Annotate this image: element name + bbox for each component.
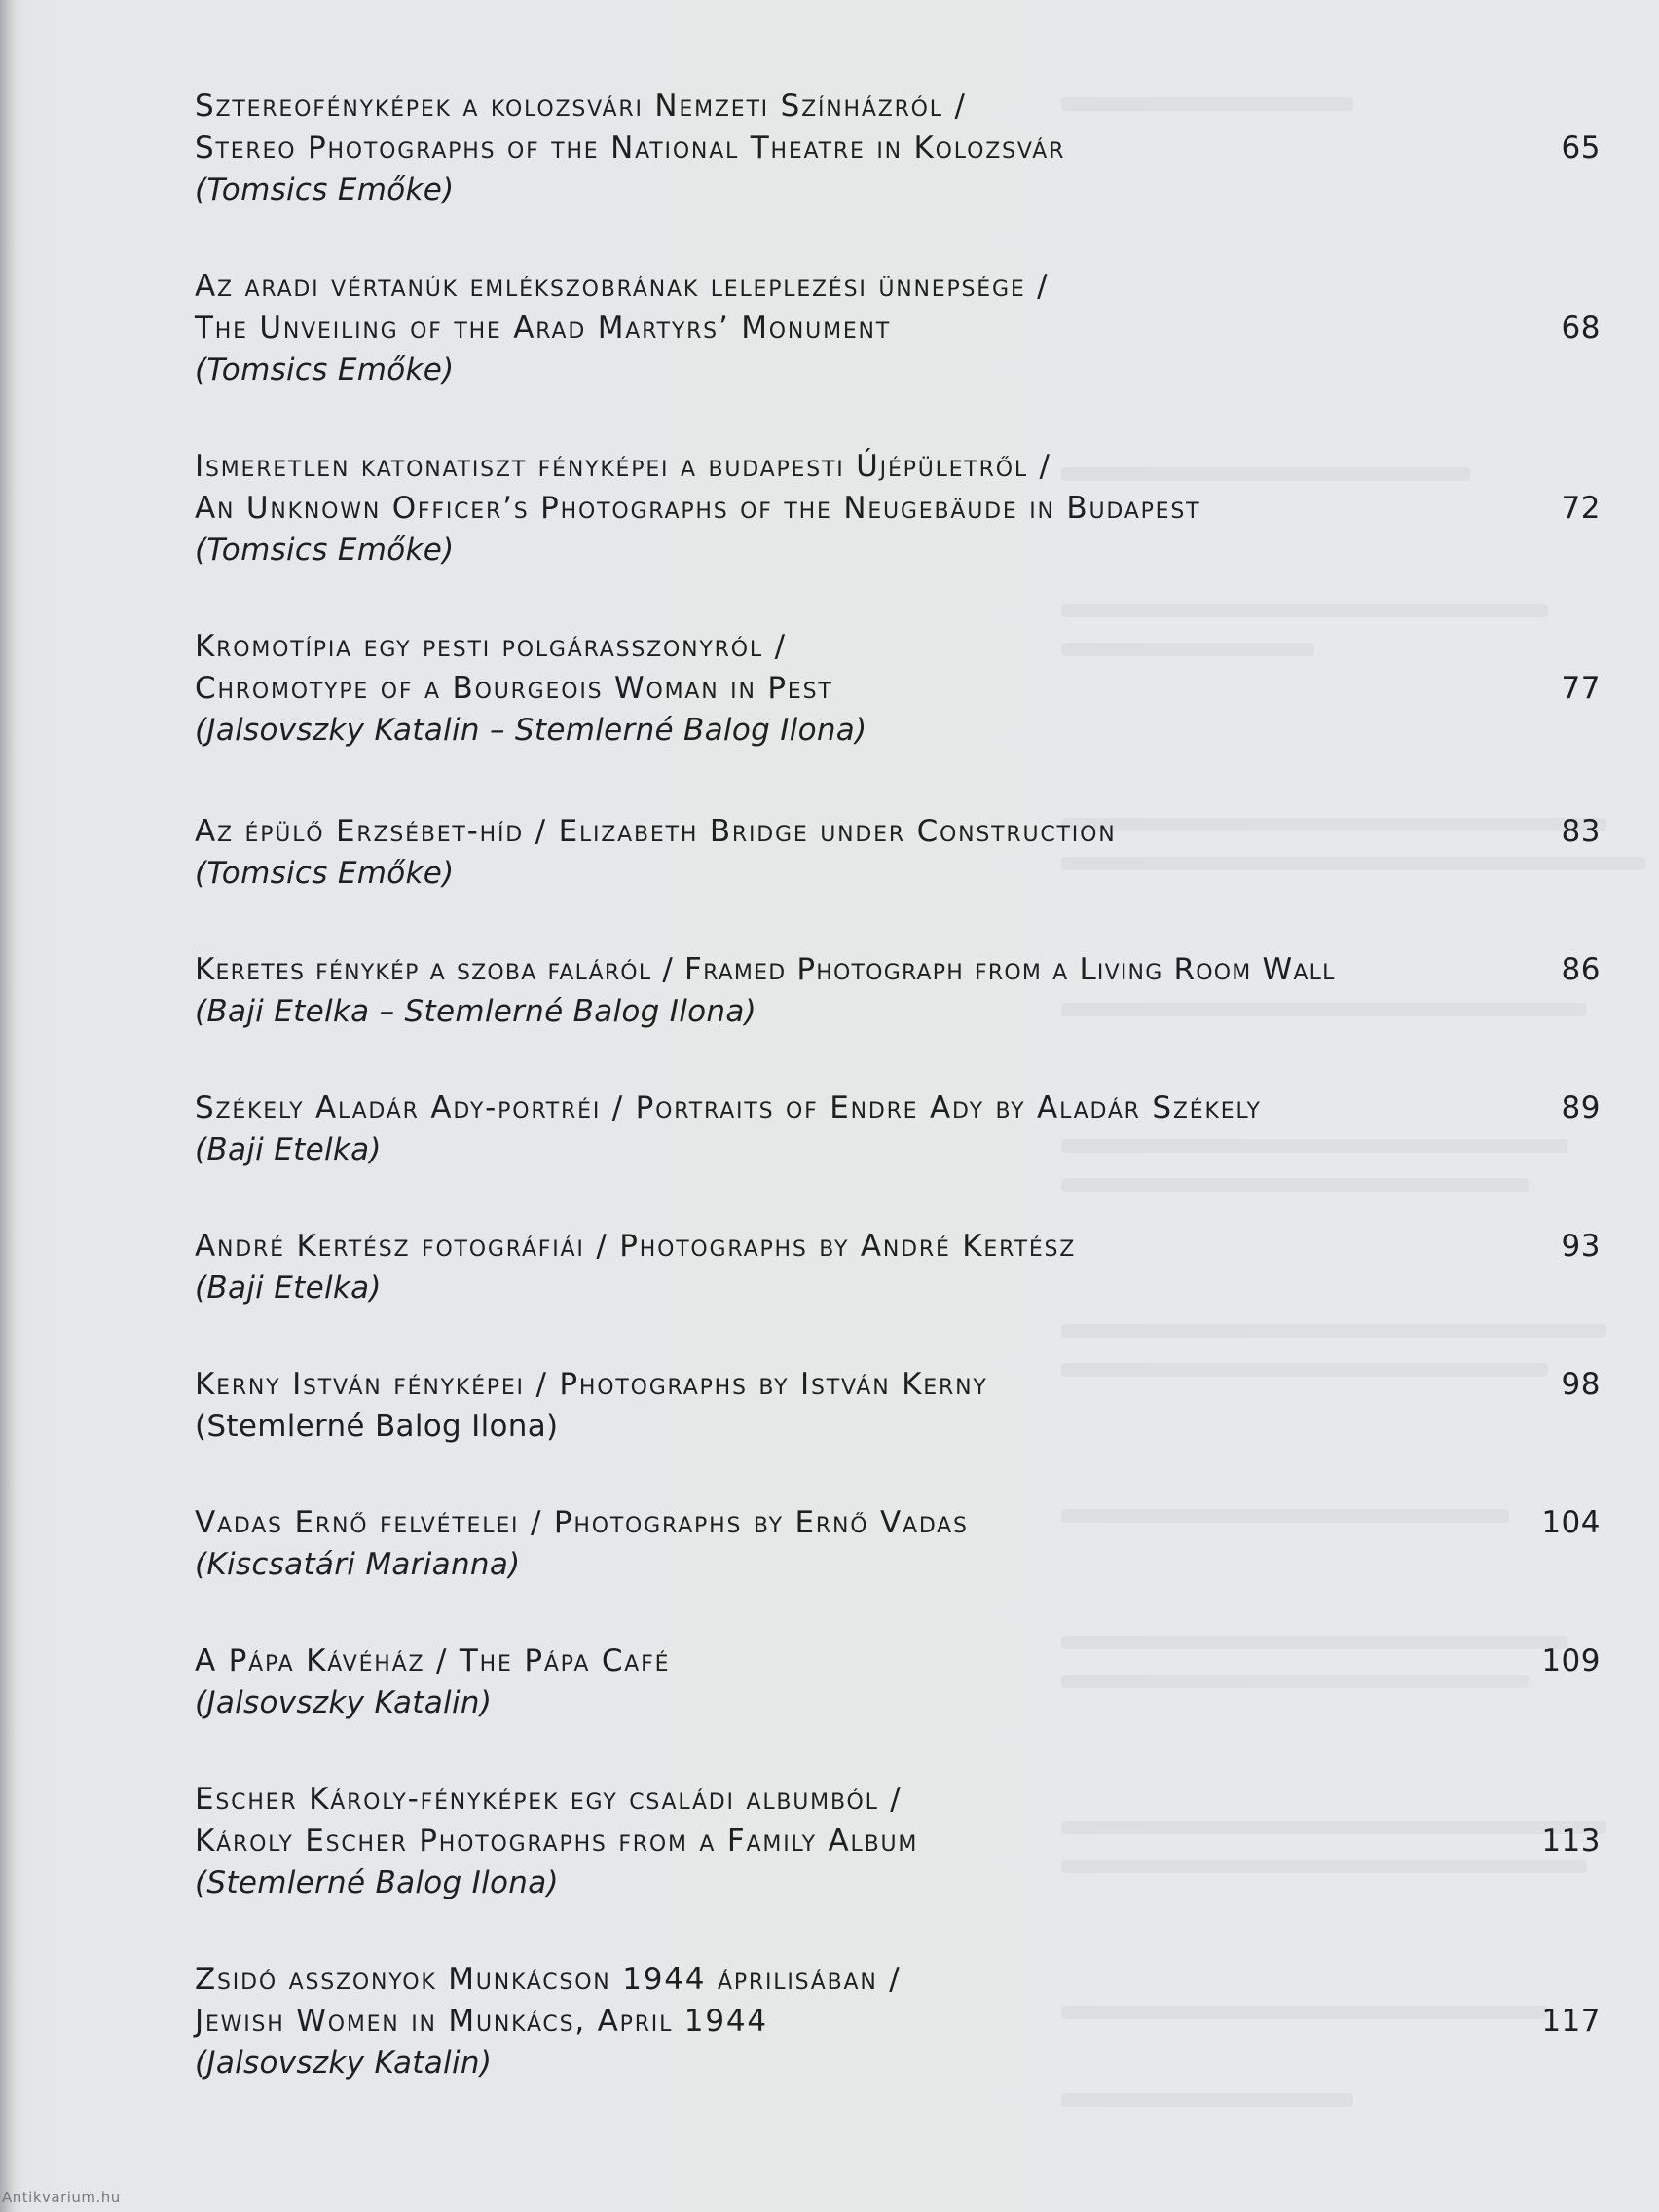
entry-title: Keretes fénykép a szoba faláról / Framed Photograph from a Living Room Wall [195,952,1336,987]
toc-entry [195,266,1604,446]
entry-title-hungarian: Sztereofényképek a kolozsvári Nemzeti Színházról / [195,89,967,124]
entry-page-number: 117 [1541,2004,1601,2039]
entry-title: Az épülő Erzsébet-híd / Elizabeth Bridge under Construction [195,814,1117,849]
toc-entry [195,1226,1604,1364]
toc-entry [195,1959,1604,2139]
entry-title-english: Chromotype of a Bourgeois Woman in Pest [195,671,833,706]
entry-title: André Kertész fotográfiái / Photographs by André Kertész [195,1229,1077,1264]
entry-page-number: 68 [1561,311,1601,346]
entry-author: (Tomsics Emőke) [195,533,455,568]
entry-title-hungarian: Kromotípia egy pesti polgárasszonyról / [195,629,787,664]
entry-title-hungarian: Escher Károly-fényképek egy családi albumból / [195,1782,903,1817]
entry-title-english: Károly Escher Photographs from a Family Album [195,1824,919,1859]
entry-author: (Kiscsatári Marianna) [195,1547,521,1582]
entry-title-english: Stereo Photographs of the National Theatre in Kolozsvár [195,130,1066,166]
entry-title: Kerny István fényképei / Photographs by István Kerny [195,1367,988,1402]
entry-author: (Baji Etelka) [195,1271,382,1306]
toc-entry [195,1779,1604,1959]
entry-page-number: 104 [1541,1505,1601,1540]
entry-page-number: 89 [1561,1090,1601,1125]
toc-entry [195,626,1604,811]
entry-page-number: 77 [1561,671,1601,706]
toc-entry [195,1641,1604,1779]
entry-page-number: 113 [1541,1824,1601,1859]
entry-page-number: 98 [1561,1367,1601,1402]
entry-author: (Tomsics Emőke) [195,352,455,387]
entry-page-number: 93 [1561,1229,1601,1264]
entry-author: (Tomsics Emőke) [195,856,455,891]
toc-entry [195,1364,1604,1502]
entry-author: (Jalsovszky Katalin) [195,1685,493,1720]
entry-author: (Baji Etelka) [195,1132,382,1167]
entry-author: (Jalsovszky Katalin – Stemlerné Balog Ilona) [195,713,867,748]
entry-title: Vadas Ernő felvételei / Photographs by Ernő Vadas [195,1505,969,1540]
entry-page-number: 86 [1561,952,1601,987]
entry-title-english: An Unknown Officer’s Photographs of the Neugebäude in Budapest [195,491,1201,526]
toc-entry [195,949,1604,1088]
toc-entry [195,1088,1604,1226]
entry-author: (Stemlerné Balog Ilona) [195,1865,559,1900]
table-of-contents [195,86,1604,2139]
entry-author: (Stemlerné Balog Ilona) [195,1409,559,1444]
entry-title-english: Jewish Women in Munkács, April 1944 [195,2004,768,2039]
entry-page-number: 83 [1561,814,1601,849]
entry-page-number: 65 [1561,130,1601,166]
entry-author: (Jalsovszky Katalin) [195,2046,493,2081]
toc-entry [195,1502,1604,1641]
toc-entry [195,86,1604,266]
entry-page-number: 109 [1541,1643,1601,1678]
toc-entry [195,811,1604,949]
entry-title: Székely Aladár Ady-portréi / Portraits of Endre Ady by Aladár Székely [195,1090,1262,1125]
entry-author: (Baji Etelka – Stemlerné Balog Ilona) [195,994,757,1029]
entry-title-hungarian: Az aradi vértanúk emlékszobrának leleplezési ünnepsége / [195,269,1050,304]
book-spine-shadow [0,0,16,2212]
entry-title: A Pápa Kávéház / The Pápa Café [195,1643,671,1678]
entry-page-number: 72 [1561,491,1601,526]
entry-title-hungarian: Ismeretlen katonatiszt fényképei a budapesti Újépületről / [195,449,1051,484]
toc-entry [195,446,1604,626]
watermark-text: Antikvarium.hu [2,2189,121,2206]
entry-title-english: The Unveiling of the Arad Martyrs’ Monument [195,311,892,346]
entry-title-hungarian: Zsidó asszonyok Munkácson 1944 áprilisában / [195,1962,902,1997]
entry-author: (Tomsics Emőke) [195,172,455,207]
